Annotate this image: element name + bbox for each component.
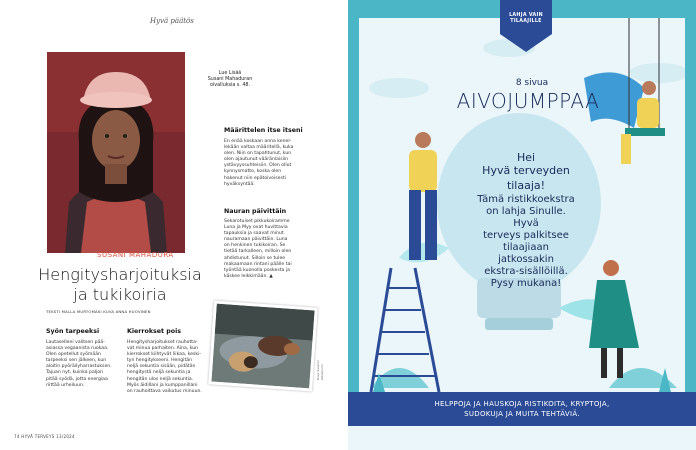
text-line: tietää tarkalleen, milloin olen bbox=[224, 249, 292, 255]
text-line: Myös äidillani ja kumppanillani bbox=[127, 382, 198, 388]
offer-text bbox=[476, 151, 576, 290]
badge-text bbox=[502, 13, 550, 25]
offer-body-line: ekstra-sisällöillä. bbox=[484, 266, 568, 277]
text-line: neljä sekuntia sisään, pidätän bbox=[127, 364, 196, 370]
bottom-banner bbox=[348, 392, 696, 426]
offer-title-line: tilaaja! bbox=[506, 179, 546, 192]
text-line: tapauksia ja saavat minut bbox=[224, 231, 284, 237]
right-page bbox=[348, 0, 696, 450]
headline-line: Hengitysharjoituksia bbox=[38, 265, 202, 284]
text-line: pitää syödä, jotta energiaa bbox=[46, 376, 108, 382]
section-kicker: Hyvä päätös bbox=[150, 17, 194, 25]
section-heading: Määrittelen itse itseni bbox=[224, 127, 303, 134]
read-more-line: Lue Lisää bbox=[218, 71, 242, 76]
article-headline bbox=[20, 265, 220, 305]
product-title: AIVOJUMPPAA bbox=[456, 89, 600, 113]
text-line: aloitin pyöräilyharrastuksen. bbox=[46, 364, 112, 370]
text-line: kynnysmatto, koska olen bbox=[224, 169, 282, 175]
section-body bbox=[224, 219, 314, 280]
section-body bbox=[224, 139, 314, 188]
read-more-line: Susani Mahaduran bbox=[207, 77, 253, 83]
text-line: Lautaselleni valitsen pää- bbox=[46, 340, 105, 345]
text-line: Tajuan nyt, kuinka paljon bbox=[46, 370, 104, 376]
text-line: ystävyyssuhteisiin. Olen ollut bbox=[224, 163, 292, 169]
section-heading: Kierrokset pois bbox=[127, 328, 181, 335]
page-count: 8 sivua bbox=[515, 78, 549, 88]
offer-body-line: on lahja Sinulle. Hyvä bbox=[486, 206, 566, 229]
text-line: työntää kuonolla poskesta ja bbox=[224, 267, 290, 273]
section-heading: Nauran päivittäin bbox=[224, 208, 287, 215]
text-line: tarpeeksi sen jälkeen, kun bbox=[46, 358, 107, 364]
text-line: hengitystä neljä sekuntia ja bbox=[127, 370, 191, 376]
text-line: hakenut niin epätoivoisesti bbox=[224, 175, 286, 181]
badge-line: TILAAJILLE bbox=[510, 19, 542, 24]
section-body bbox=[127, 340, 211, 395]
text-line: riittää urheiluun. bbox=[46, 382, 85, 388]
text-line: olen ajautunut vääränlaisiin bbox=[224, 157, 289, 163]
badge-line: LAHJA VAIN bbox=[509, 13, 543, 18]
text-line: nauramaan päivittäin. Luna bbox=[224, 237, 288, 243]
text-line: on rauhoittava vaikutus minuun. bbox=[127, 388, 202, 394]
offer-title-line: Hyvä terveyden bbox=[482, 164, 570, 177]
dogs-photo bbox=[208, 300, 318, 391]
text-line: on henkinen tukikoiran. Se bbox=[224, 243, 286, 249]
text-line: Olen opetellut syömään bbox=[46, 352, 101, 358]
page-edge bbox=[348, 426, 696, 450]
text-line: makaamaan rintani päälle tai bbox=[224, 261, 292, 267]
text-line: olen. Niin on tapahtunut, kun bbox=[224, 151, 292, 157]
article-credits: TEKSTI MALLA MURTOMÄKI KUVA ANNA HUOVINEN bbox=[46, 309, 151, 314]
offer-body-line: tilaajiaan jatkossakin bbox=[498, 242, 554, 265]
text-line: ahdistunut. Silloin se tulee bbox=[224, 255, 286, 261]
text-line: hengitän ulos neljä sekuntia. bbox=[127, 376, 194, 382]
banner-line: HELPPOJA JA HAUSKOJA RISTIKOITA, KRYPTOJA, bbox=[434, 400, 610, 408]
text-line: vat minua parhaiten. Aina, kun bbox=[127, 346, 199, 352]
text-line: Hengitysharjoitukset rauhotta- bbox=[127, 340, 198, 345]
offer-body-line: Pysy mukana! bbox=[490, 278, 562, 289]
text-line: käskee leikkimään. ▲ bbox=[224, 273, 273, 279]
page-folio: 74 HYVÄ TERVEYS 13/2024 bbox=[14, 434, 75, 439]
offer-greeting: Hei bbox=[516, 151, 536, 164]
banner-line: SUDOKUJA JA MUITA TEHTÄVIÄ. bbox=[464, 410, 580, 418]
section-body bbox=[46, 340, 126, 389]
portrait-photo bbox=[47, 52, 185, 253]
text-line: hyväksyntää. bbox=[224, 181, 255, 187]
read-more-line: oivalluksia s. 48. bbox=[209, 83, 250, 89]
text-line: asiassa vegaanista ruokaa. bbox=[46, 346, 109, 352]
text-line: Luna ja Myy ovat huvittavia bbox=[224, 225, 288, 231]
read-more-note bbox=[190, 71, 270, 90]
offer-body-line: Tämä ristikkoekstra bbox=[477, 194, 575, 205]
text-line: En enää koskaan anna kenel- bbox=[224, 139, 292, 144]
offer-body-line: terveys palkitsee bbox=[483, 230, 569, 241]
section-heading: Syön tarpeeksi bbox=[46, 328, 100, 335]
text-line: kierrokset kiihtyvät liikaa, keski- bbox=[127, 352, 202, 358]
headline-line: ja tukikoiria bbox=[73, 285, 167, 304]
person-name-tag: SUSANI MAHADURA bbox=[97, 251, 174, 259]
text-line: lekään valtaa määritellä, kuka bbox=[224, 145, 294, 151]
text-line: tyn hengitykseeni. Hengitän bbox=[127, 358, 192, 364]
photo-caption: Kuva Susanin kotialbumi bbox=[316, 359, 324, 380]
gift-badge bbox=[500, 0, 552, 52]
text-line: Sekarotuiset pikkukoiramme bbox=[224, 219, 290, 224]
